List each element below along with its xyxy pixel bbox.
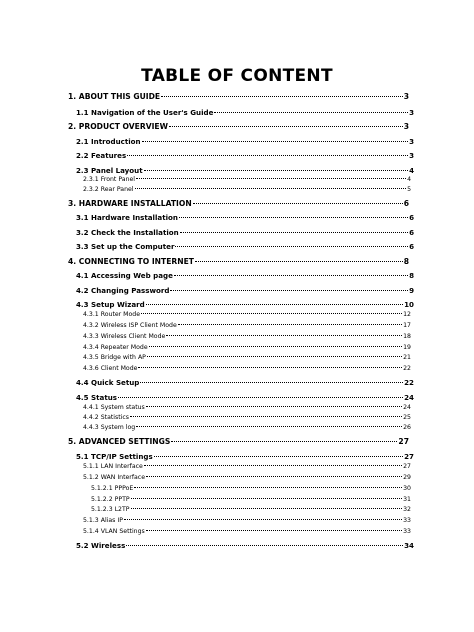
- toc-entry-label: 4.3.1 Router Mode: [83, 311, 141, 318]
- toc-entry-page: 5: [407, 186, 411, 193]
- toc-entry-label: 1. ABOUT THIS GUIDE: [68, 92, 161, 101]
- toc-entry[interactable]: [83, 415, 411, 421]
- dot-leader: [140, 381, 403, 383]
- toc-entry-page: 4: [407, 176, 411, 183]
- toc-entry[interactable]: [83, 529, 411, 535]
- toc-entry-page: 32: [403, 506, 411, 513]
- toc-entry-page: 9: [409, 286, 414, 295]
- toc-entry[interactable]: [91, 507, 411, 513]
- dot-leader: [141, 312, 402, 314]
- toc-entry[interactable]: [68, 93, 409, 101]
- dot-leader: [146, 405, 402, 407]
- toc-entry-page: 26: [403, 424, 411, 431]
- dot-leader: [195, 260, 403, 262]
- toc-entry-page: 18: [403, 333, 411, 340]
- dot-leader: [154, 455, 403, 457]
- toc-entry-page: 3: [403, 92, 409, 101]
- dot-leader: [126, 544, 403, 546]
- toc-entry-page: 34: [404, 541, 414, 550]
- toc-entry[interactable]: [76, 229, 414, 236]
- dot-leader: [166, 334, 402, 336]
- dot-leader: [124, 518, 402, 520]
- toc-entry-label: 2.3.2 Rear Panel: [83, 186, 134, 193]
- toc-entry-page: 30: [403, 485, 411, 492]
- toc-entry-label: 5.1.2 WAN Interface: [83, 474, 146, 481]
- toc-entry-label: 2. PRODUCT OVERVIEW: [68, 122, 168, 131]
- toc-entry-page: 22: [403, 365, 411, 372]
- dot-leader: [169, 125, 403, 127]
- toc-entry[interactable]: [76, 152, 414, 159]
- toc-entry[interactable]: [83, 312, 411, 318]
- toc-entry[interactable]: [76, 272, 414, 279]
- toc-entry-page: 6: [409, 213, 414, 222]
- toc-entry-label: 4.2 Changing Password: [76, 286, 170, 295]
- toc-entry[interactable]: [83, 366, 411, 372]
- toc-entry-page: 3: [403, 122, 409, 131]
- toc-entry-page: 25: [403, 414, 411, 421]
- toc-entry[interactable]: [76, 167, 414, 174]
- toc-entry-page: 6: [403, 199, 409, 208]
- toc-entry[interactable]: [91, 497, 411, 503]
- toc-entry-label: 2.3.1 Front Panel: [83, 176, 136, 183]
- page-title: TABLE OF CONTENT: [141, 66, 333, 86]
- toc-entry[interactable]: [83, 334, 411, 340]
- toc-entry-label: 5. ADVANCED SETTINGS: [68, 437, 171, 446]
- toc-entry-page: 24: [403, 404, 411, 411]
- toc-entry-page: 4: [409, 166, 414, 175]
- toc-entry[interactable]: [91, 486, 411, 492]
- toc-entry[interactable]: [83, 177, 411, 183]
- dot-leader: [161, 95, 403, 97]
- dot-leader: [174, 274, 408, 276]
- toc-entry-page: 8: [409, 271, 414, 280]
- dot-leader: [134, 486, 402, 488]
- dot-leader: [138, 366, 402, 368]
- toc-entry[interactable]: [83, 187, 411, 193]
- dot-leader: [146, 475, 402, 477]
- toc-entry-label: 5.2 Wireless: [76, 541, 126, 550]
- toc-entry-label: 4. CONNECTING TO INTERNET: [68, 257, 194, 266]
- dot-leader: [144, 169, 408, 171]
- toc-entry-label: 2.2 Features: [76, 151, 127, 160]
- toc-entry[interactable]: [76, 138, 414, 145]
- dot-leader: [175, 245, 408, 247]
- toc-entry-label: 4.3.4 Repeater Mode: [83, 344, 148, 351]
- toc-entry[interactable]: [76, 287, 414, 294]
- toc-entry-label: 2.3 Panel Layout: [76, 166, 143, 175]
- dot-leader: [170, 289, 408, 291]
- toc-entry-page: 33: [403, 528, 411, 535]
- toc-entry[interactable]: [83, 518, 411, 524]
- toc-entry[interactable]: [83, 323, 411, 329]
- dot-leader: [147, 355, 402, 357]
- toc-entry[interactable]: [83, 464, 411, 470]
- toc-entry-label: 1.1 Navigation of the User's Guide: [76, 108, 214, 117]
- toc-entry-label: 5.1.3 Alias IP: [83, 517, 123, 524]
- dot-leader: [178, 323, 402, 325]
- toc-entry[interactable]: [76, 214, 414, 221]
- toc-entry-page: 21: [403, 354, 411, 361]
- toc-entry[interactable]: [68, 200, 409, 208]
- toc-entry-page: 27: [404, 452, 414, 461]
- dot-leader: [144, 464, 402, 466]
- dot-leader: [180, 231, 408, 233]
- dot-leader: [142, 140, 408, 142]
- toc-entry-page: 27: [398, 437, 409, 446]
- toc-entry-page: 6: [409, 242, 414, 251]
- dot-leader: [131, 497, 403, 499]
- dot-leader: [171, 440, 397, 442]
- dot-leader: [149, 345, 402, 347]
- dot-leader: [127, 154, 408, 156]
- toc-entry-page: 12: [403, 311, 411, 318]
- toc-entry-label: 4.4 Quick Setup: [76, 378, 140, 387]
- toc-entry-label: 4.1 Accessing Web page: [76, 271, 173, 280]
- toc-entry-page: 27: [403, 463, 411, 470]
- toc-entry-label: 5.1.2.2 PPTP: [91, 496, 130, 503]
- dot-leader: [146, 529, 402, 531]
- toc-entry-page: 31: [403, 496, 411, 503]
- toc-entry-page: 33: [403, 517, 411, 524]
- dot-leader: [135, 187, 407, 189]
- toc-entry-page: 24: [404, 393, 414, 402]
- dot-leader: [136, 425, 402, 427]
- toc-entry-label: 4.4.1 System status: [83, 404, 145, 411]
- toc-entry[interactable]: [76, 243, 414, 250]
- toc-entry-page: 17: [403, 322, 411, 329]
- toc-entry-label: 4.4.3 System log: [83, 424, 136, 431]
- toc-entry[interactable]: [83, 425, 411, 431]
- toc-entry-label: 4.3.3 Wireless Client Mode: [83, 333, 166, 340]
- toc-entry-label: 5.1 TCP/IP Settings: [76, 452, 153, 461]
- toc-entry-label: 3.3 Set up the Computer: [76, 242, 175, 251]
- toc-entry-label: 4.3.5 Bridge with AP: [83, 354, 146, 361]
- toc-entry[interactable]: [76, 301, 414, 308]
- toc-entry[interactable]: [83, 355, 411, 361]
- dot-leader: [146, 303, 403, 305]
- dot-leader: [179, 216, 408, 218]
- toc-entry[interactable]: [76, 379, 414, 386]
- toc-entry[interactable]: [76, 109, 414, 116]
- dot-leader: [136, 177, 406, 179]
- toc-entry-label: 5.1.2.1 PPPoE: [91, 485, 134, 492]
- toc-entry-label: 3.1 Hardware Installation: [76, 213, 178, 222]
- toc-entry-label: 2.1 Introduction: [76, 137, 141, 146]
- toc-entry-label: 4.3 Setup Wizard: [76, 300, 145, 309]
- toc-entry-page: 3: [409, 137, 414, 146]
- dot-leader: [118, 396, 403, 398]
- dot-leader: [130, 415, 402, 417]
- toc-entry[interactable]: [68, 258, 409, 266]
- toc-entry-page: 19: [403, 344, 411, 351]
- toc-entry-label: 5.1.1 LAN Interface: [83, 463, 143, 470]
- toc-entry-page: 3: [409, 151, 414, 160]
- toc-entry-label: 3. HARDWARE INSTALLATION: [68, 199, 192, 208]
- toc-entry-label: 4.5 Status: [76, 393, 117, 402]
- toc-entry[interactable]: [83, 345, 411, 351]
- dot-leader: [193, 202, 403, 204]
- toc-entry[interactable]: [83, 475, 411, 481]
- toc-entry-page: 6: [409, 228, 414, 237]
- toc-entry-label: 4.3.6 Client Mode: [83, 365, 138, 372]
- toc-entry-label: 3.2 Check the Installation: [76, 228, 179, 237]
- dot-leader: [214, 111, 408, 113]
- toc-entry-label: 5.1.4 VLAN Settings: [83, 528, 145, 535]
- toc-entry-page: 22: [404, 378, 414, 387]
- toc-entry-label: 4.3.2 Wireless ISP Client Mode: [83, 322, 177, 329]
- toc-entry-page: 10: [404, 300, 414, 309]
- toc-entry[interactable]: [68, 438, 409, 446]
- dot-leader: [131, 507, 403, 509]
- toc-entry-page: 29: [403, 474, 411, 481]
- toc-entry[interactable]: [76, 394, 414, 401]
- toc-entry[interactable]: [83, 405, 411, 411]
- toc-entry-label: 4.4.2 Statistics: [83, 414, 129, 421]
- toc-entry[interactable]: [76, 453, 414, 460]
- toc-entry[interactable]: [76, 542, 414, 549]
- toc-entry-page: 3: [409, 108, 414, 117]
- toc-entry-page: 8: [403, 257, 409, 266]
- toc-entry[interactable]: [68, 123, 409, 131]
- toc-entry-label: 5.1.2.3 L2TP: [91, 506, 130, 513]
